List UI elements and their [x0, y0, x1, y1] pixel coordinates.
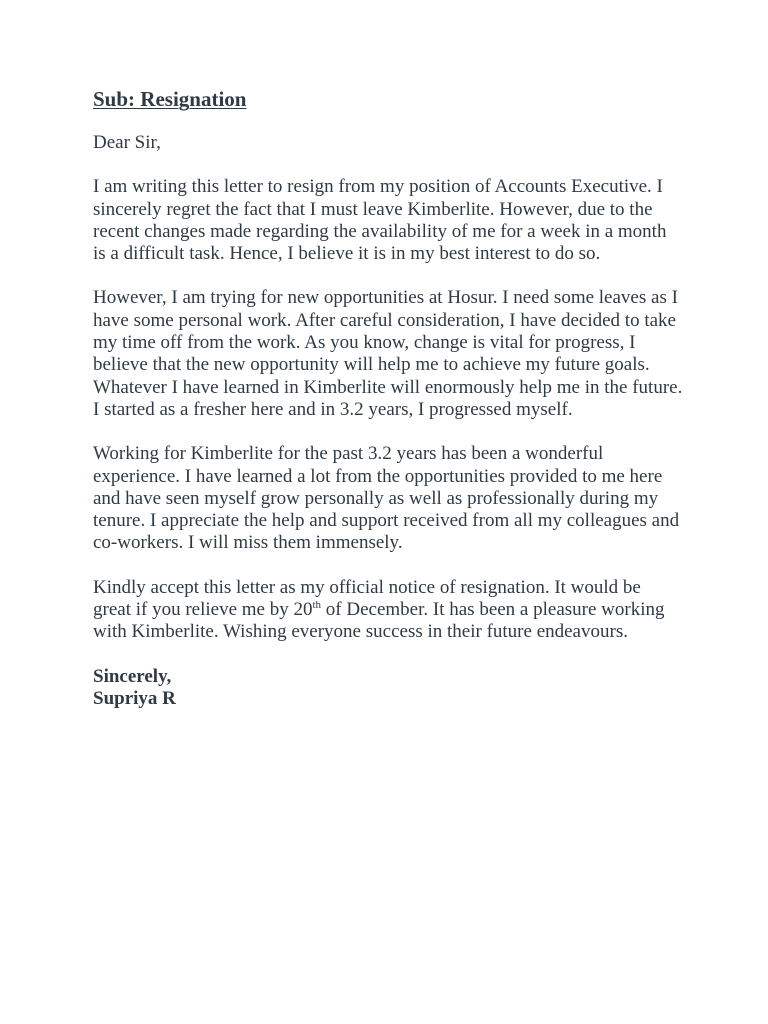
- letter-subject: Sub: Resignation: [93, 87, 247, 111]
- letter-signature-name: Supriya R: [93, 687, 176, 709]
- notice-text-before-date: Kindly accept this letter as my official notice of resignation. It would be great if you relieve me by 20: [93, 576, 641, 621]
- letter-paragraph-3: Working for Kimberlite for the past 3.2 years has been a wonderful experience. I have learned a lot from the opportunities provided to me here and have seen myself grow personally as well as professionally during my tenure. I appreciate the help and support received from all my colleagues and co-workers. I will miss them immensely.: [93, 443, 680, 554]
- letter-paragraph-2: However, I am trying for new opportunities at Hosur. I need some leaves as I have some personal work. After careful consideration, I have decided to take my time off from the work. As you know, change is vital for progress, I believe that the new opportunity will help me to achieve my future goals. Whatever I have learned in Kimberlite will enormously help me in the future. I started as a fresher here and in 3.2 years, I progressed myself.: [93, 287, 683, 420]
- letter-greeting: Dear Sir,: [93, 132, 161, 153]
- letter-paragraph-1: I am writing this letter to resign from my position of Accounts Executive. I sincerely regret the fact that I must leave Kimberlite. However, due to the recent changes made regarding the availability of me for a week in a month is a difficult task. Hence, I believe it is in my best interest to do so.: [93, 176, 667, 265]
- notice-text-after-date: of December. It has been a pleasure working with Kimberlite. Wishing everyone success in their future endeavours.: [93, 599, 665, 643]
- letter-paragraph-4: [93, 577, 683, 644]
- letter-page: [93, 86, 683, 710]
- date-ordinal-suffix: th: [312, 599, 322, 612]
- letter-closing: Sincerely,: [93, 665, 172, 687]
